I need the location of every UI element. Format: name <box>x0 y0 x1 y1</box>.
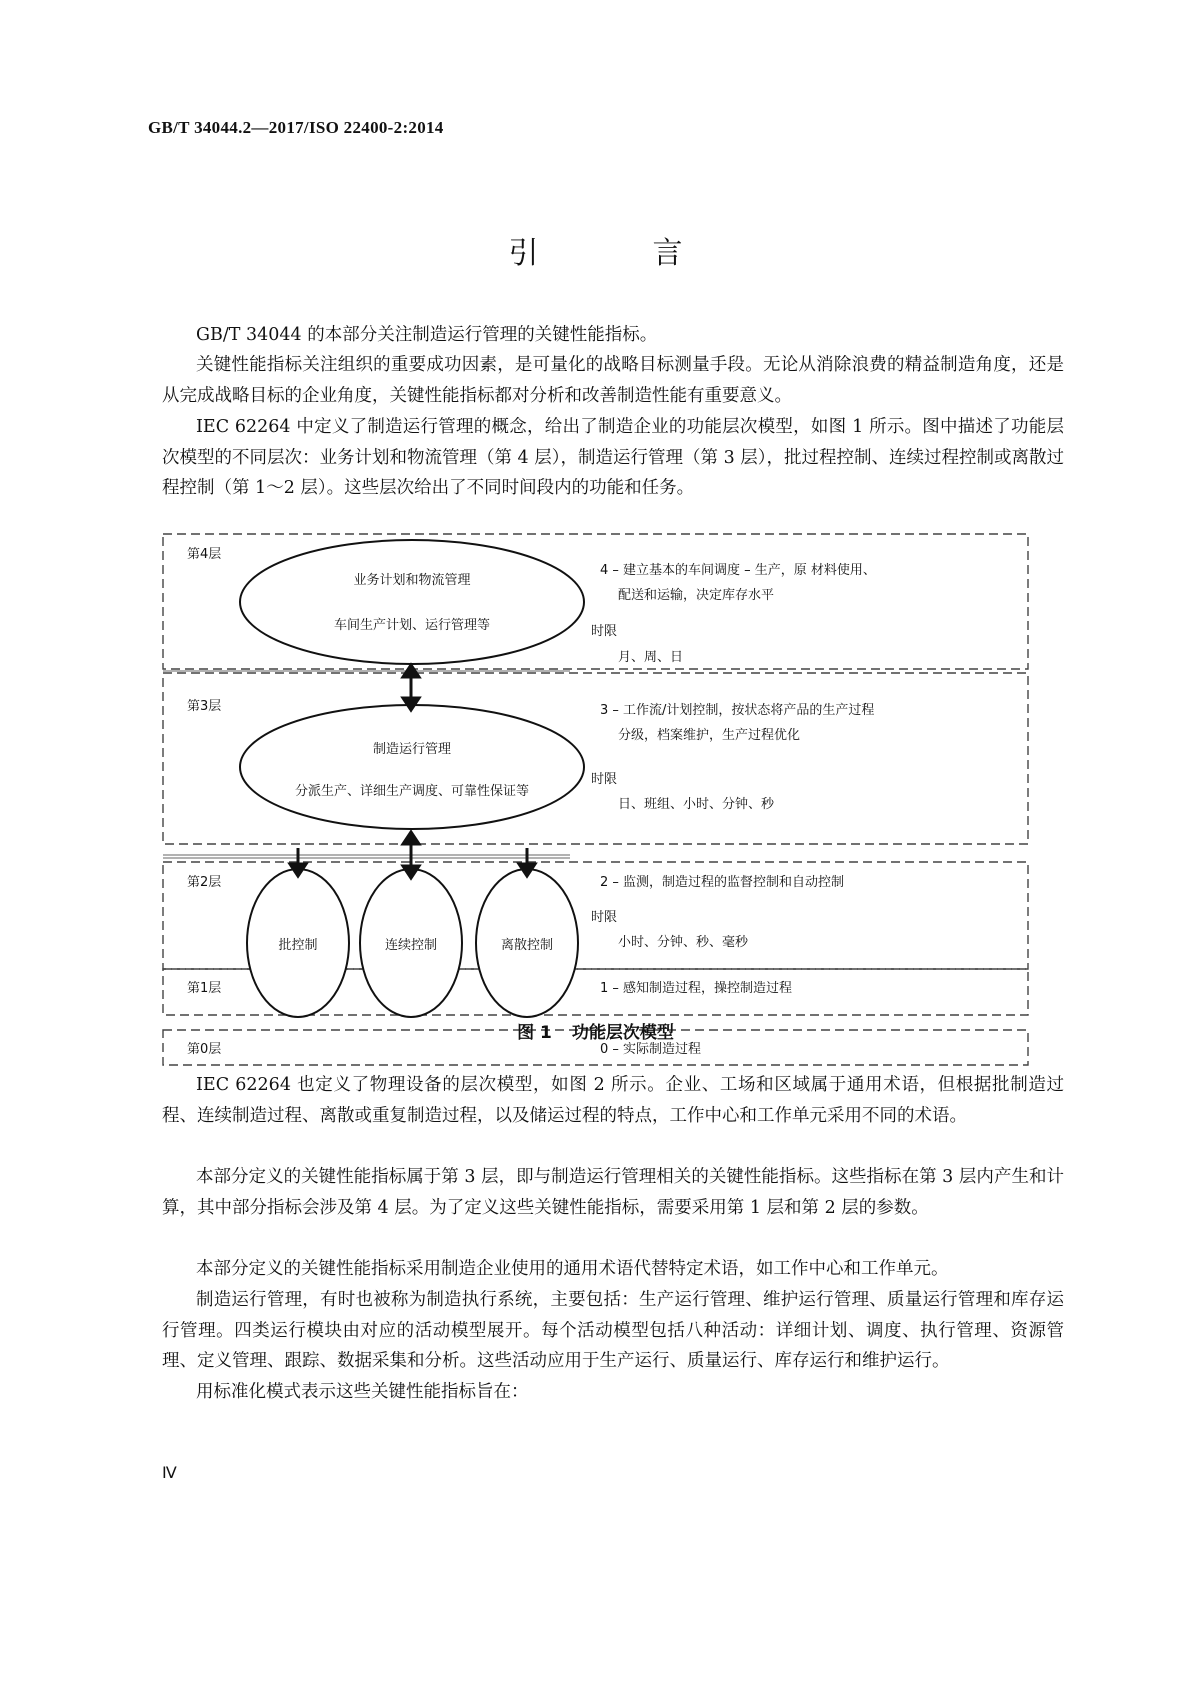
layer4-label: 第4层 <box>187 547 222 562</box>
layer0-desc-1: 0 – 实际制造过程 <box>600 1042 702 1057</box>
batch-control-label: 批控制 <box>278 938 318 953</box>
page-title: 引 言 <box>508 236 725 271</box>
layer4-ellipse <box>240 540 584 664</box>
layer4-ellipse-subtitle: 车间生产计划、运行管理等 <box>333 618 491 633</box>
layer4-time-label: 时限 <box>591 624 618 639</box>
figure-title: 功能层次模型 <box>571 1023 674 1043</box>
layer3-ellipse-title: 制造运行管理 <box>372 742 452 757</box>
layer3-time-label: 时限 <box>591 772 618 787</box>
layer2-time-label: 时限 <box>591 910 618 925</box>
layer3-desc-1: 3 – 工作流/计划控制，按状态将产品的生产过程 <box>600 703 875 718</box>
paragraph-6: 本部分定义的关键性能指标采用制造企业使用的通用术语代替特定术语，如工作中心和工作单元。 <box>196 1259 949 1279</box>
paragraph-2: 关键性能指标关注组织的重要成功因素，是可量化的战略目标测量手段。无论从消除浪费的精益制造角度，还是从完成战略目标的企业角度，关键性能指标都对分析和改善制造性能有重要意义。 <box>162 355 1064 406</box>
layer2-label: 第2层 <box>187 875 222 890</box>
layer3-desc-2: 分级，档案维护，生产过程优化 <box>618 728 801 743</box>
layer4-time-value: 月、周、日 <box>618 650 684 665</box>
layer0-label: 第0层 <box>187 1042 222 1057</box>
document-header: GB/T 34044.2—2017/ISO 22400-2:2014 <box>148 118 444 137</box>
page-number: Ⅳ <box>162 1465 177 1482</box>
layer3-ellipse <box>240 705 584 829</box>
layer2-desc-1: 2 – 监测，制造过程的监督控制和自动控制 <box>600 875 845 890</box>
paragraph-3: IEC 62264 中定义了制造运行管理的概念，给出了制造企业的功能层次模型，如图 1 所示。图中描述了功能层次模型的不同层次：业务计划和物流管理（第 4 层），制造运行管理（第 3 层），批过程控制、连续过程控制或离散过程控制（第 1～2 层）。这些层次给出了不同时间段内的功能和任务。 <box>162 417 1065 498</box>
continuous-control-label: 连续控制 <box>384 938 438 953</box>
layer4-desc-2: 配送和运输，决定库存水平 <box>618 588 775 603</box>
paragraph-8: 用标准化模式表示这些关键性能指标旨在： <box>196 1382 529 1402</box>
layer1-desc-1: 1 – 感知制造过程，操控制造过程 <box>600 981 793 996</box>
paragraph-5: 本部分定义的关键性能指标属于第 3 层，即与制造运行管理相关的关键性能指标。这些指标在第 3 层内产生和计算，其中部分指标会涉及第 4 层。为了定义这些关键性能指标，需要采用第 1 层和第 2 层的参数。 <box>162 1167 1064 1218</box>
discrete-control-label: 离散控制 <box>500 938 554 953</box>
layer4-desc-1: 4 – 建立基本的车间调度 – 生产，原 材料使用、 <box>600 563 876 578</box>
layer4-ellipse-title: 业务计划和物流管理 <box>353 573 471 588</box>
layer1-label: 第1层 <box>187 981 222 996</box>
figure-number: 图 1 <box>517 1023 552 1043</box>
paragraph-7: 制造运行管理，有时也被称为制造执行系统，主要包括：生产运行管理、维护运行管理、质量运行管理和库存运行管理。四类运行模块由对应的活动模型展开。每个活动模型包括八种活动：详细计划、调度、执行管理、资源管理、定义管理、跟踪、数据采集和分析。这些活动应用于生产运行、质量运行、库存运行和维护运行。 <box>162 1290 1064 1371</box>
paragraph-1: GB/T 34044 的本部分关注制造运行管理的关键性能指标。 <box>196 325 658 345</box>
layer3-label: 第3层 <box>187 699 222 714</box>
layer3-ellipse-subtitle: 分派生产、详细生产调度、可靠性保证等 <box>294 784 530 799</box>
layer3-time-value: 日、班组、小时、分钟、秒 <box>618 797 775 812</box>
figure-caption <box>0 1018 1191 1043</box>
layer2-time-value: 小时、分钟、秒、毫秒 <box>618 935 749 950</box>
paragraph-4: IEC 62264 也定义了物理设备的层次模型，如图 2 所示。企业、工场和区域属于通用术语，但根据批制造过程、连续制造过程、离散或重复制造过程，以及储运过程的特点，工作中心和工作单元采用不同的术语。 <box>162 1075 1064 1126</box>
